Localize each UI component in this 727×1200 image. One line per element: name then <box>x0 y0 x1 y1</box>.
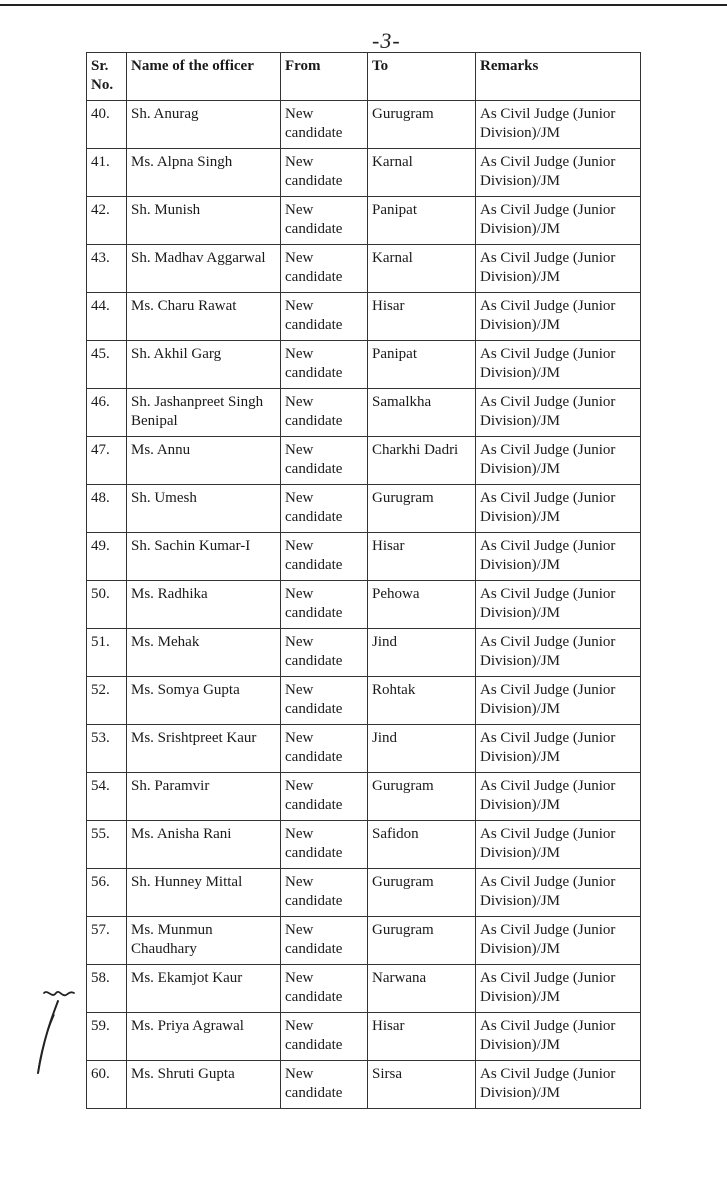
remarks-cell: As Civil Judge (Junior Division)/JM <box>476 245 641 293</box>
officer-name-cell: Ms. Shruti Gupta <box>127 1061 281 1109</box>
from-cell: New candidate <box>281 677 368 725</box>
table-body <box>87 101 641 1109</box>
table-row <box>87 101 641 149</box>
header-from: From <box>281 53 368 101</box>
to-cell: Panipat <box>368 197 476 245</box>
to-cell: Gurugram <box>368 101 476 149</box>
sr-cell: 54. <box>87 773 127 821</box>
to-cell: Rohtak <box>368 677 476 725</box>
to-cell: Karnal <box>368 149 476 197</box>
to-cell: Gurugram <box>368 773 476 821</box>
officer-name-cell: Ms. Mehak <box>127 629 281 677</box>
header-officer-name: Name of the officer <box>127 53 281 101</box>
sr-cell: 41. <box>87 149 127 197</box>
from-cell: New candidate <box>281 245 368 293</box>
handwritten-signature-icon <box>22 985 92 1075</box>
table-row <box>87 1013 641 1061</box>
header-remarks: Remarks <box>476 53 641 101</box>
to-cell: Narwana <box>368 965 476 1013</box>
officer-name-cell: Ms. Somya Gupta <box>127 677 281 725</box>
to-cell: Safidon <box>368 821 476 869</box>
sr-cell: 58. <box>87 965 127 1013</box>
remarks-cell: As Civil Judge (Junior Division)/JM <box>476 917 641 965</box>
sr-cell: 51. <box>87 629 127 677</box>
to-cell: Pehowa <box>368 581 476 629</box>
table-row <box>87 293 641 341</box>
posting-table <box>86 52 641 1109</box>
remarks-cell: As Civil Judge (Junior Division)/JM <box>476 677 641 725</box>
to-cell: Gurugram <box>368 917 476 965</box>
to-cell: Hisar <box>368 293 476 341</box>
remarks-cell: As Civil Judge (Junior Division)/JM <box>476 101 641 149</box>
officer-name-cell: Ms. Radhika <box>127 581 281 629</box>
remarks-cell: As Civil Judge (Junior Division)/JM <box>476 437 641 485</box>
officer-name-cell: Ms. Anisha Rani <box>127 821 281 869</box>
table-row <box>87 1061 641 1109</box>
from-cell: New candidate <box>281 437 368 485</box>
table-row <box>87 725 641 773</box>
remarks-cell: As Civil Judge (Junior Division)/JM <box>476 725 641 773</box>
from-cell: New candidate <box>281 965 368 1013</box>
table-row <box>87 485 641 533</box>
officer-name-cell: Ms. Alpna Singh <box>127 149 281 197</box>
sr-cell: 56. <box>87 869 127 917</box>
sr-cell: 45. <box>87 341 127 389</box>
remarks-cell: As Civil Judge (Junior Division)/JM <box>476 629 641 677</box>
officer-name-cell: Sh. Akhil Garg <box>127 341 281 389</box>
to-cell: Panipat <box>368 341 476 389</box>
sr-cell: 42. <box>87 197 127 245</box>
from-cell: New candidate <box>281 101 368 149</box>
from-cell: New candidate <box>281 197 368 245</box>
to-cell: Karnal <box>368 245 476 293</box>
officer-name-cell: Sh. Umesh <box>127 485 281 533</box>
sr-cell: 46. <box>87 389 127 437</box>
officer-name-cell: Ms. Priya Agrawal <box>127 1013 281 1061</box>
table-row <box>87 869 641 917</box>
remarks-cell: As Civil Judge (Junior Division)/JM <box>476 1013 641 1061</box>
officer-name-cell: Ms. Charu Rawat <box>127 293 281 341</box>
to-cell: Hisar <box>368 533 476 581</box>
remarks-cell: As Civil Judge (Junior Division)/JM <box>476 1061 641 1109</box>
remarks-cell: As Civil Judge (Junior Division)/JM <box>476 197 641 245</box>
officer-name-cell: Sh. Sachin Kumar-I <box>127 533 281 581</box>
to-cell: Samalkha <box>368 389 476 437</box>
sr-cell: 48. <box>87 485 127 533</box>
remarks-cell: As Civil Judge (Junior Division)/JM <box>476 533 641 581</box>
officer-name-cell: Sh. Paramvir <box>127 773 281 821</box>
table-row <box>87 533 641 581</box>
table-row <box>87 197 641 245</box>
officer-name-cell: Ms. Munmun Chaudhary <box>127 917 281 965</box>
remarks-cell: As Civil Judge (Junior Division)/JM <box>476 869 641 917</box>
remarks-cell: As Civil Judge (Junior Division)/JM <box>476 293 641 341</box>
table-row <box>87 341 641 389</box>
from-cell: New candidate <box>281 725 368 773</box>
from-cell: New candidate <box>281 149 368 197</box>
table-row <box>87 581 641 629</box>
table-row <box>87 149 641 197</box>
table-header-row <box>87 53 641 101</box>
table-row <box>87 437 641 485</box>
sr-cell: 49. <box>87 533 127 581</box>
from-cell: New candidate <box>281 1061 368 1109</box>
table-row <box>87 629 641 677</box>
sr-cell: 55. <box>87 821 127 869</box>
page-number: -3- <box>372 28 401 53</box>
officer-name-cell: Sh. Hunney Mittal <box>127 869 281 917</box>
from-cell: New candidate <box>281 917 368 965</box>
remarks-cell: As Civil Judge (Junior Division)/JM <box>476 485 641 533</box>
officer-name-cell: Sh. Jashanpreet Singh Benipal <box>127 389 281 437</box>
from-cell: New candidate <box>281 485 368 533</box>
from-cell: New candidate <box>281 869 368 917</box>
table-row <box>87 965 641 1013</box>
sr-cell: 43. <box>87 245 127 293</box>
remarks-cell: As Civil Judge (Junior Division)/JM <box>476 821 641 869</box>
sr-cell: 53. <box>87 725 127 773</box>
from-cell: New candidate <box>281 773 368 821</box>
officer-name-cell: Ms. Ekamjot Kaur <box>127 965 281 1013</box>
sr-cell: 50. <box>87 581 127 629</box>
to-cell: Gurugram <box>368 869 476 917</box>
table-row <box>87 389 641 437</box>
remarks-cell: As Civil Judge (Junior Division)/JM <box>476 341 641 389</box>
table-row <box>87 677 641 725</box>
to-cell: Gurugram <box>368 485 476 533</box>
from-cell: New candidate <box>281 341 368 389</box>
from-cell: New candidate <box>281 1013 368 1061</box>
sr-cell: 57. <box>87 917 127 965</box>
sr-cell: 47. <box>87 437 127 485</box>
to-cell: Hisar <box>368 1013 476 1061</box>
to-cell: Charkhi Dadri <box>368 437 476 485</box>
officer-name-cell: Sh. Munish <box>127 197 281 245</box>
from-cell: New candidate <box>281 389 368 437</box>
from-cell: New candidate <box>281 533 368 581</box>
from-cell: New candidate <box>281 581 368 629</box>
to-cell: Sirsa <box>368 1061 476 1109</box>
header-sr-no: Sr. No. <box>87 53 127 101</box>
officer-name-cell: Sh. Anurag <box>127 101 281 149</box>
top-border-rule <box>0 4 727 6</box>
officer-name-cell: Ms. Srishtpreet Kaur <box>127 725 281 773</box>
table-row <box>87 773 641 821</box>
officer-name-cell: Sh. Madhav Aggarwal <box>127 245 281 293</box>
from-cell: New candidate <box>281 293 368 341</box>
table-row <box>87 917 641 965</box>
header-to: To <box>368 53 476 101</box>
from-cell: New candidate <box>281 629 368 677</box>
from-cell: New candidate <box>281 821 368 869</box>
remarks-cell: As Civil Judge (Junior Division)/JM <box>476 389 641 437</box>
sr-cell: 44. <box>87 293 127 341</box>
to-cell: Jind <box>368 725 476 773</box>
sr-cell: 40. <box>87 101 127 149</box>
sr-cell: 52. <box>87 677 127 725</box>
remarks-cell: As Civil Judge (Junior Division)/JM <box>476 773 641 821</box>
table-row <box>87 821 641 869</box>
remarks-cell: As Civil Judge (Junior Division)/JM <box>476 581 641 629</box>
officer-name-cell: Ms. Annu <box>127 437 281 485</box>
remarks-cell: As Civil Judge (Junior Division)/JM <box>476 149 641 197</box>
sr-cell: 60. <box>87 1061 127 1109</box>
to-cell: Jind <box>368 629 476 677</box>
table-row <box>87 245 641 293</box>
sr-cell: 59. <box>87 1013 127 1061</box>
remarks-cell: As Civil Judge (Junior Division)/JM <box>476 965 641 1013</box>
